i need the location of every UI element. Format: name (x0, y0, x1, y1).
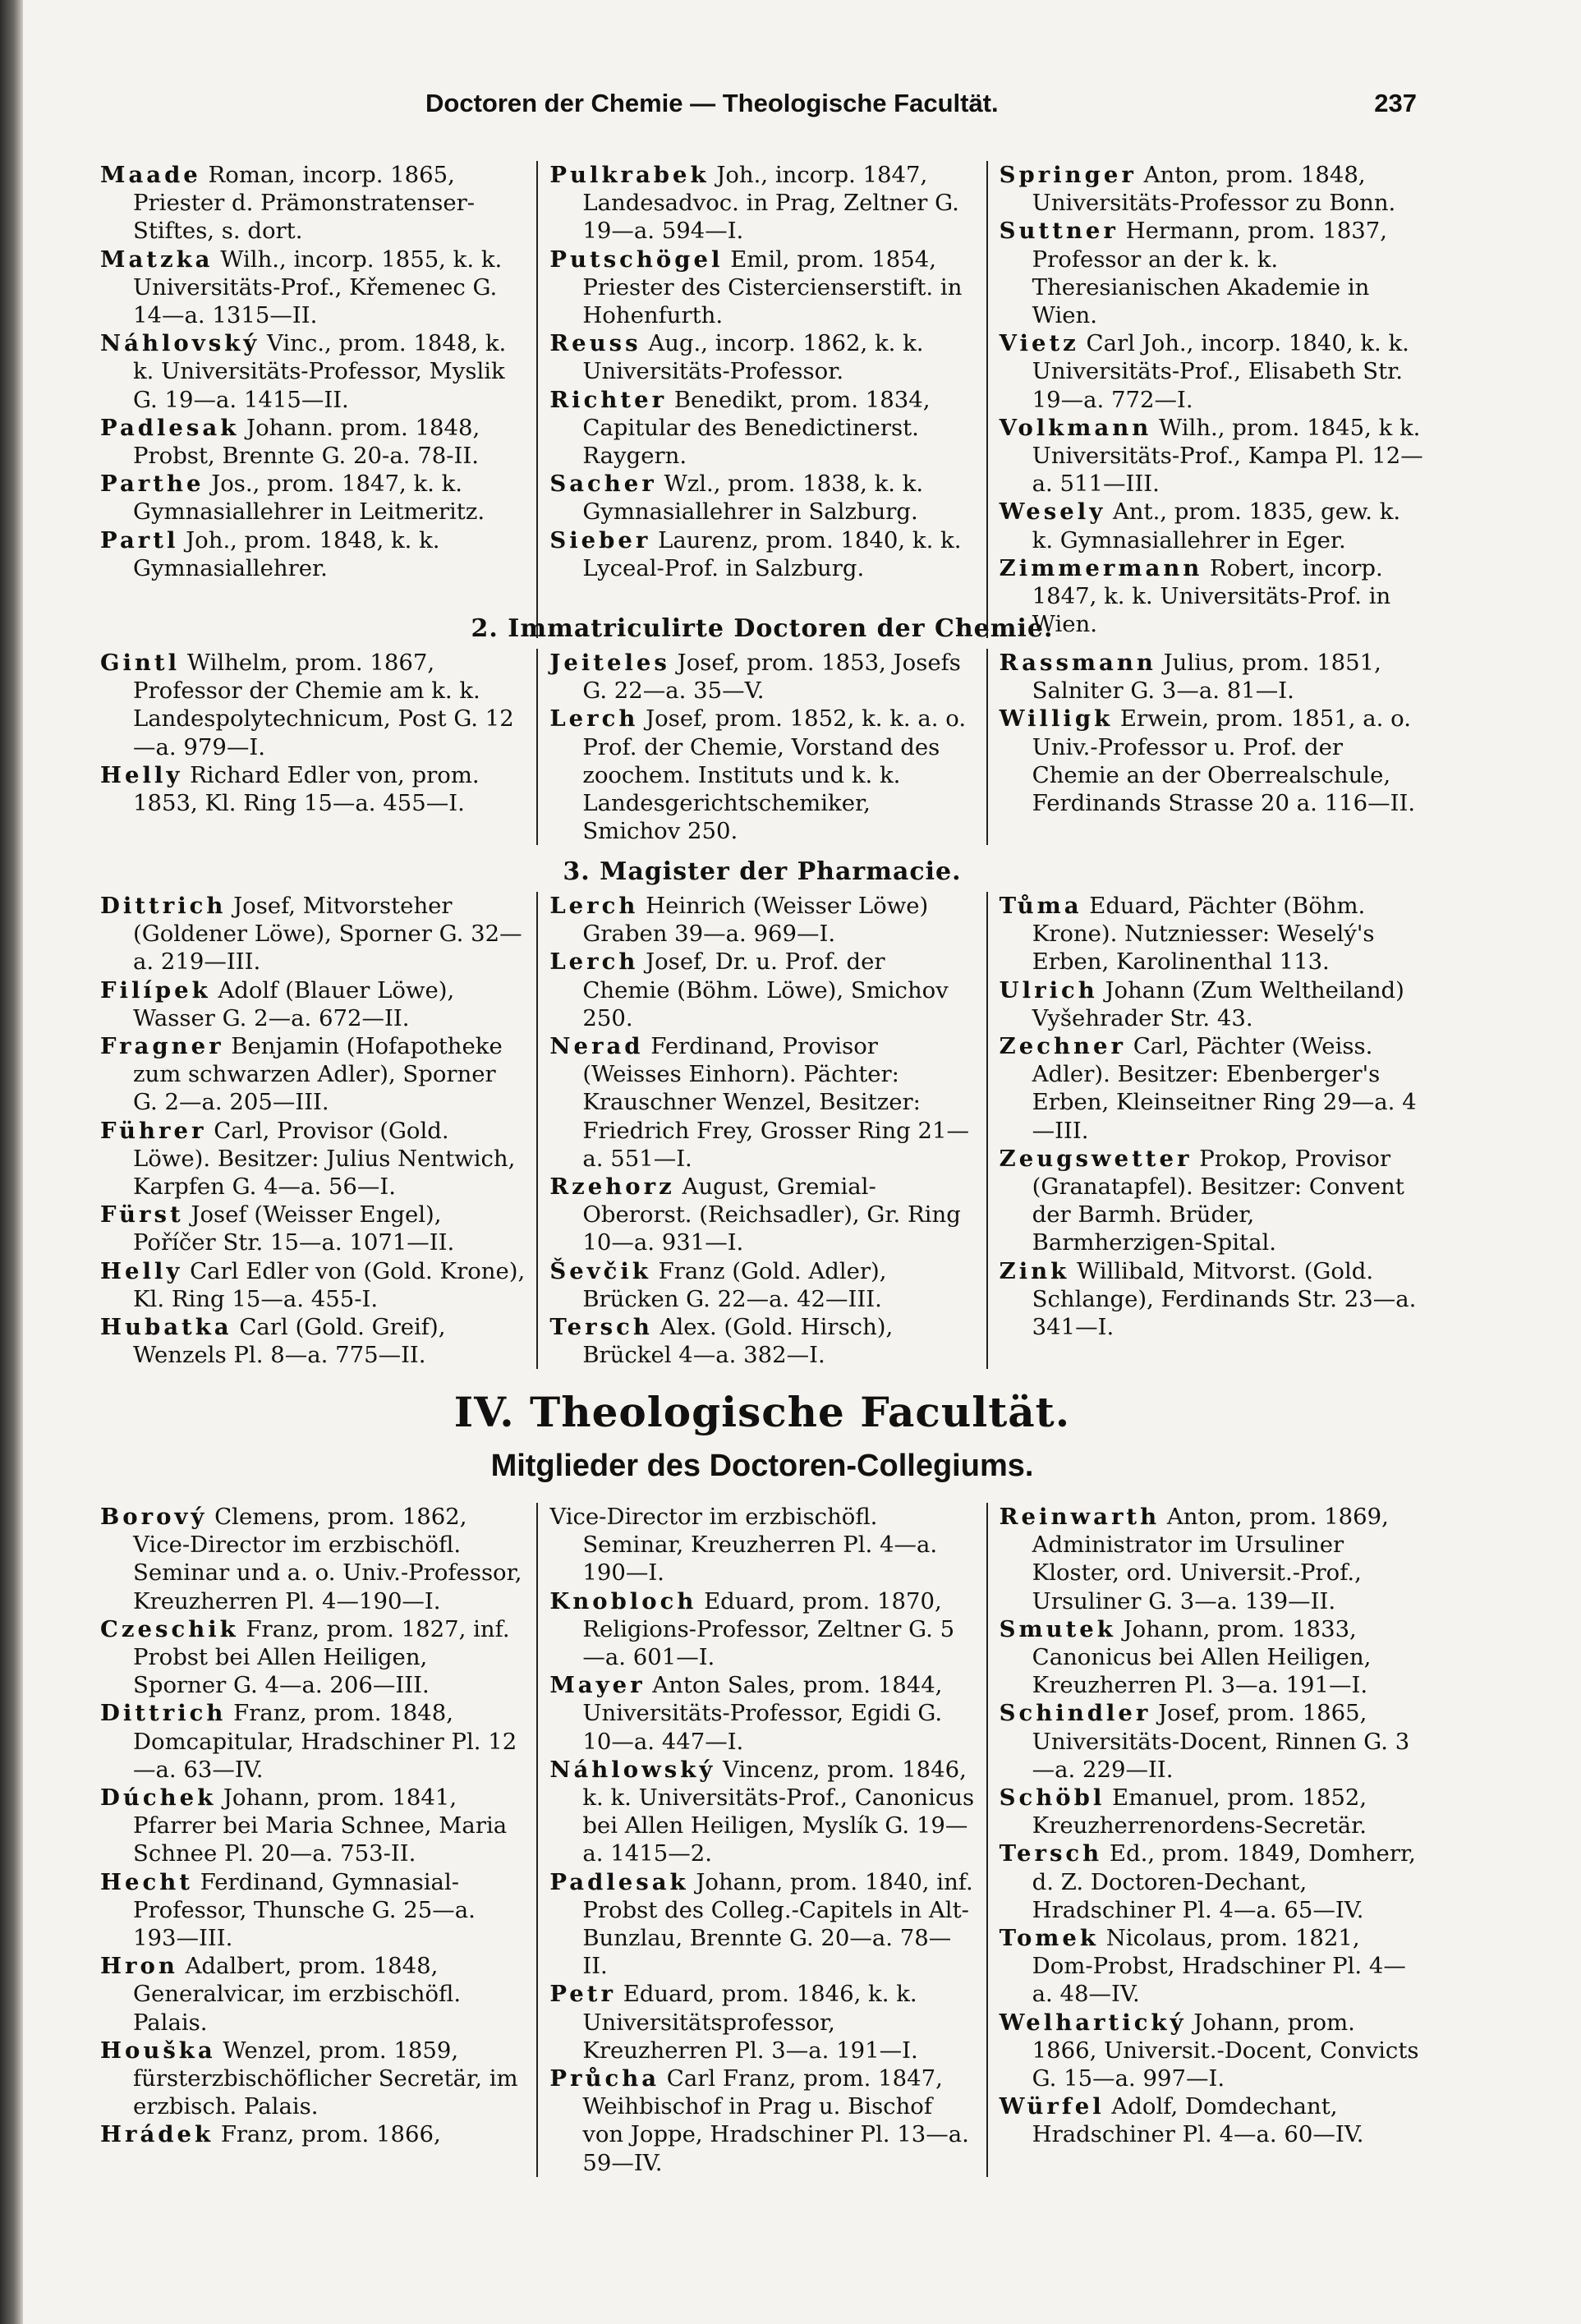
book-page (23, 0, 1581, 2324)
entry-details: Josef, prom. 1853, Josefs G. 22—a. 35—V. (582, 650, 961, 705)
entry-details: Franz, prom. 1827, inf. Probst bei Allen Heiligen, Sporner G. 4—a. 206—III. (133, 1615, 510, 1699)
chemistry-doctors-section (89, 161, 1436, 638)
entry-details: Anton Sales, prom. 1844, Universitäts-Professor, Egidi G. 10—a. 447—I. (582, 1672, 943, 1755)
entry-details: Wzl., prom. 1838, k. k. Gymnasiallehrer in Salzburg. (582, 471, 924, 526)
directory-entry (100, 892, 525, 976)
entry-details: Carl Franz, prom. 1847, Weihbischof in Prag u. Bischof von Joppe, Hradschiner Pl. 13—a. 59—IV. (582, 2065, 969, 2176)
entry-surname: Zeugswetter (999, 1145, 1193, 1172)
directory-entry (100, 1868, 525, 1953)
entry-surname: Fürst (100, 1201, 184, 1229)
directory-entry (100, 649, 525, 761)
faculty-heading: IV. Theologische Facultät. (453, 1388, 1071, 1436)
entry-details: Anton, prom. 1848, Universitäts-Professor zu Bonn. (1032, 162, 1396, 217)
entry-details: Robert, incorp. 1847, k. k. Universitäts-Prof. in Wien. (1032, 554, 1391, 638)
directory-entry (100, 1503, 525, 1615)
directory-entry (1000, 217, 1424, 329)
immatriculated-section (89, 649, 1436, 845)
entry-details: Johann, prom. 1841, Pfarrer bei Maria Schnee, Maria Schnee Pl. 20—a. 753-II. (133, 1784, 508, 1867)
directory-entry (549, 526, 974, 582)
entry-details: Josef (Weisser Engel), Poříčer Str. 15—a. 1071—II. (133, 1201, 455, 1256)
entry-details: Vincenz, prom. 1846, k. k. Universitäts-Prof., Canonicus bei Allen Heiligen, Myslík G. 19—a. 1415—2. (582, 1756, 975, 1867)
directory-entry (100, 414, 525, 470)
entry-details: Eduard, prom. 1870, Religions-Professor, Zeltner G. 5—a. 601—I. (582, 1587, 955, 1671)
directory-entry (100, 1201, 525, 1256)
column-right (986, 892, 1436, 1369)
directory-entry (549, 1032, 974, 1173)
entry-surname: Vietz (999, 330, 1079, 357)
entry-details: Johann. prom. 1848, Probst, Brennte G. 20-a. 78-II. (133, 414, 480, 470)
directory-entry (100, 1313, 525, 1369)
pharmacy-section (89, 892, 1436, 1369)
entry-surname: Gintl (100, 650, 181, 676)
entry-surname: Wesely (999, 498, 1106, 526)
entry-details: Joh., prom. 1848, k. k. Gymnasiallehrer. (133, 526, 440, 581)
entry-details: Carl, Provisor (Gold. Löwe). Besitzer: Julius Nentwich, Karpfen G. 4—a. 56—I. (133, 1117, 516, 1201)
entry-details: Emanuel, prom. 1852, Kreuzherrenordens-Secretär. (1032, 1784, 1367, 1839)
column-middle (536, 892, 986, 1369)
directory-entry (549, 1313, 974, 1369)
page-number: 237 (1374, 89, 1417, 117)
column-left (89, 1503, 536, 2177)
entry-surname: Putschögel (549, 246, 724, 273)
entry-details: Eduard, prom. 1846, k. k. Universitätsprofessor, Kreuzherren Pl. 3—a. 191—I. (582, 1981, 918, 2064)
entry-surname: Tomek (999, 1925, 1099, 1952)
entry-surname: Reinwarth (999, 1504, 1160, 1530)
directory-entry (549, 948, 974, 1032)
entry-details: Josef, Dr. u. Prof. der Chemie (Böhm. Löwe), Smichov 250. (582, 948, 949, 1031)
entry-details: Julius, prom. 1851, Salniter G. 3—a. 81—I. (1032, 650, 1381, 705)
entry-surname: Dúchek (100, 1784, 217, 1812)
entry-details: Johann, prom. 1866, Universit.-Docent, Convicts G. 15—a. 997—I. (1032, 2009, 1419, 2092)
entry-surname: Parthe (100, 471, 205, 498)
directory-entry (100, 2120, 525, 2148)
directory-entry (549, 1671, 974, 1756)
directory-entry (1000, 414, 1424, 498)
entry-details: Johann, prom. 1840, inf. Probst des Colleg.-Capitels in Alt-Bunzlau, Brennte G. 20—a. 78—II. (582, 1868, 973, 1980)
entry-surname: Schindler (999, 1700, 1151, 1727)
entry-surname: Helly (100, 761, 183, 788)
directory-entry (549, 705, 974, 845)
directory-entry (1000, 705, 1424, 817)
entry-details: Franz, prom. 1866, (214, 2121, 441, 2148)
entry-details: Carl, Pächter (Weiss. Adler). Besitzer: Ebenberger's Erben, Kleinseitner Ring 29—a. 4—III. (1032, 1033, 1417, 1144)
directory-entry (549, 1587, 974, 1672)
entry-details: Ferdinand, Gymnasial-Professor, Thunsche G. 25—a. 193—III. (133, 1868, 476, 1952)
entry-details: Richard Edler von, prom. 1853, Kl. Ring 15—a. 455—I. (133, 761, 480, 817)
directory-entry (100, 976, 525, 1032)
entry-surname: Nerad (549, 1033, 644, 1060)
entry-surname: Richter (549, 386, 668, 413)
directory-entry (1000, 498, 1424, 553)
entry-surname: Náhlovský (100, 330, 260, 357)
directory-entry (549, 329, 974, 385)
entry-details: Wilhelm, prom. 1867, Professor der Chemie am k. k. Landespolytechnicum, Post G. 12—a. 979—I. (133, 650, 514, 760)
directory-entry (549, 1257, 974, 1313)
column-middle (536, 161, 986, 638)
directory-entry (549, 246, 974, 330)
directory-entry (549, 892, 974, 948)
entry-surname: Hron (100, 1953, 178, 1980)
book-spine-shadow (0, 0, 23, 2324)
entry-surname: Lerch (549, 893, 639, 919)
entry-surname: Zink (999, 1257, 1070, 1284)
entry-details: Adalbert, prom. 1848, Generalvicar, im erzbischöfl. Palais. (133, 1953, 462, 2036)
entry-surname: Sieber (549, 526, 651, 553)
entry-details: Nicolaus, prom. 1821, Dom-Probst, Hradschiner Pl. 4—a. 48—IV. (1032, 1925, 1406, 2008)
entry-surname: Suttner (999, 218, 1119, 245)
entry-details: Carl Edler von (Gold. Krone), Kl. Ring 15—a. 455-I. (133, 1257, 526, 1312)
directory-entry (1000, 161, 1424, 217)
entry-surname: Borový (100, 1504, 208, 1530)
entry-surname: Matzka (100, 246, 214, 273)
entry-surname: Willigk (999, 705, 1114, 733)
directory-entry (100, 1257, 525, 1313)
entry-details: Carl Joh., incorp. 1840, k. k. Universitäts-Prof., Elisabeth Str. 19—a. 772—I. (1032, 330, 1409, 413)
entry-details: Prokop, Provisor (Granatapfel). Besitzer: Convent der Barmh. Brüder, Barmherzigen-Spital. (1032, 1145, 1404, 1256)
entry-surname: Maade (100, 162, 201, 188)
directory-entry (549, 470, 974, 526)
entry-details: Alex. (Gold. Hirsch), Brückel 4—a. 382—I. (582, 1314, 894, 1369)
column-left (89, 161, 536, 638)
entry-details: Anton, prom. 1869, Administrator im Ursuliner Kloster, ord. Universit.-Prof., Ursuliner G. 3—a. 139—II. (1032, 1504, 1389, 1614)
directory-entry (549, 1173, 974, 1257)
entry-surname: Lerch (549, 948, 639, 976)
entry-surname: Zimmermann (999, 554, 1203, 581)
directory-entry (100, 329, 525, 414)
entry-surname: Průcha (549, 2065, 660, 2092)
entry-details: Ed., prom. 1849, Domherr, d. Z. Doctoren-Dechant, Hradschiner Pl. 4—a. 65—IV. (1032, 1840, 1416, 1923)
entry-details: Heinrich (Weisser Löwe) Graben 39—a. 969—I. (582, 893, 929, 948)
entry-details: Josef, prom. 1852, k. k. a. o. Prof. der Chemie, Vorstand des zoochem. Instituts und k. k. Landesgerichtschemiker, Smichov 250. (582, 705, 967, 845)
entry-surname: Partl (100, 526, 179, 553)
entry-surname: Helly (100, 1257, 183, 1284)
entry-surname: Jeiteles (549, 650, 670, 676)
entry-details: Benjamin (Hofapotheke zum schwarzen Adler), Sporner G. 2—a. 205—III. (133, 1033, 503, 1116)
directory-entry (1000, 2009, 1424, 2093)
directory-entry (100, 470, 525, 526)
entry-details: Roman, incorp. 1865, Priester d. Prämonstratenser-Stiftes, s. dort. (133, 162, 476, 245)
entry-details: Adolf, Domdechant, Hradschiner Pl. 4—a. 60—IV. (1032, 2093, 1364, 2148)
directory-entry (100, 246, 525, 330)
column-left (89, 892, 536, 1369)
entry-details: Hermann, prom. 1837, Professor an der k. k. Theresianischen Akademie in Wien. (1032, 218, 1388, 329)
directory-entry (1000, 1503, 1424, 1615)
directory-entry (1000, 1032, 1424, 1145)
directory-entry (1000, 976, 1424, 1032)
directory-entry (100, 526, 525, 582)
directory-entry (1000, 1924, 1424, 2009)
entry-surname: Rassmann (999, 650, 1156, 676)
entry-details: Wilh., prom. 1845, k k. Universitäts-Prof., Kampa Pl. 12—a. 511—III. (1032, 414, 1423, 498)
entry-surname: Welhartický (999, 2009, 1187, 2036)
entry-details: August, Gremial-Oberorst. (Reichsadler), Gr. Ring 10—a. 931—I. (582, 1173, 961, 1256)
entry-details: Josef, prom. 1865, Universitäts-Docent, Rinnen G. 3—a. 229—II. (1032, 1700, 1410, 1783)
directory-entry (549, 1980, 974, 2065)
entry-details: Wenzel, prom. 1859, fürsterzbischöflicher Secretär, im erzbisch. Palais. (133, 2037, 518, 2120)
entry-surname: Mayer (549, 1672, 646, 1699)
theology-section (89, 1503, 1436, 2177)
directory-entry (100, 2037, 525, 2121)
entry-details: Willibald, Mitvorst. (Gold. Schlange), Ferdinands Str. 23—a. 341—I. (1032, 1257, 1417, 1341)
entry-details: Franz, prom. 1848, Domcapitular, Hradschiner Pl. 12—a. 63—IV. (133, 1700, 517, 1783)
directory-entry (100, 1117, 525, 1201)
entry-surname: Sacher (549, 471, 657, 498)
column-middle (536, 1503, 986, 2177)
entry-surname: Reuss (549, 330, 641, 357)
directory-entry (1000, 1257, 1424, 1342)
college-heading: Mitglieder des Doctoren-Collegiums. (490, 1449, 1034, 1483)
entry-surname: Tersch (999, 1840, 1103, 1867)
entry-details: Ferdinand, Provisor (Weisses Einhorn). Pächter: Krauschner Wenzel, Besitzer: Friedrich Frey, Grosser Ring 21—a. 551—I. (582, 1033, 969, 1172)
directory-entry (100, 761, 525, 817)
entry-surname: Ševčik (549, 1257, 651, 1284)
entry-surname: Schöbl (999, 1784, 1105, 1812)
entry-details: Laurenz, prom. 1840, k. k. Lyceal-Prof. in Salzburg. (582, 526, 962, 581)
entry-details: Johann, prom. 1833, Canonicus bei Allen Heiligen, Kreuzherren Pl. 3—a. 191—I. (1032, 1615, 1372, 1699)
entry-details: Wilh., incorp. 1855, k. k. Universitäts-Prof., Křemenec G. 14—a. 1315—II. (133, 246, 503, 329)
directory-entry (1000, 892, 1424, 976)
entry-surname: Würfel (999, 2093, 1105, 2120)
entry-surname: Zechner (999, 1033, 1126, 1060)
entry-surname: Volkmann (999, 414, 1152, 441)
directory-entry (1000, 1839, 1424, 1924)
directory-entry (1000, 2092, 1424, 2148)
directory-entry (549, 1756, 974, 1868)
entry-surname: Dittrich (100, 1700, 227, 1727)
entry-surname: Padlesak (100, 414, 240, 441)
directory-entry (549, 1503, 974, 1587)
directory-entry (1000, 1615, 1424, 1700)
running-head (23, 89, 1581, 130)
directory-entry (549, 2065, 974, 2177)
column-right (986, 161, 1436, 638)
entry-details: Benedikt, prom. 1834, Capitular des Benedictinerst. Raygern. (582, 386, 931, 470)
entry-surname: Houška (100, 2037, 216, 2064)
entry-surname: Lerch (549, 705, 639, 733)
entry-surname: Dittrich (100, 893, 227, 919)
entry-details: Joh., incorp. 1847, Landesadvoc. in Prag, Zeltner G. 19—a. 594—I. (582, 162, 959, 245)
entry-surname: Czeschik (100, 1615, 239, 1642)
immatriculated-heading: 2. Immatriculirte Doctoren der Chemie. (471, 614, 1054, 643)
entry-details: Clemens, prom. 1862, Vice-Director im erzbischöfl. Seminar und a. o. Univ.-Professor, Kreuzherren Pl. 4—190—I. (133, 1504, 522, 1614)
directory-entry (1000, 649, 1424, 705)
directory-entry (100, 1615, 525, 1700)
column-middle (536, 649, 986, 845)
entry-surname: Führer (100, 1117, 207, 1144)
entry-details: Franz (Gold. Adler), Brücken G. 22—a. 42—III. (582, 1257, 887, 1312)
entry-details: Erwein, prom. 1851, a. o. Univ.-Professor u. Prof. der Chemie an der Oberrealschule, Ferdinands Strasse 20 a. 116—II. (1032, 705, 1416, 817)
entry-details: Aug., incorp. 1862, k. k. Universitäts-Professor. (582, 330, 924, 385)
directory-entry (549, 386, 974, 471)
entry-surname: Hubatka (100, 1314, 232, 1341)
entry-surname: Petr (549, 1981, 616, 2008)
entry-surname: Filípek (100, 976, 211, 1004)
directory-entry (1000, 329, 1424, 414)
directory-entry (100, 1952, 525, 2037)
directory-entry (100, 161, 525, 246)
directory-entry (100, 1699, 525, 1784)
entry-details: Vinc., prom. 1848, k. k. Universitäts-Professor, Myslik G. 19—a. 1415—II. (133, 330, 507, 413)
directory-entry (1000, 1699, 1424, 1784)
entry-surname: Hrádek (100, 2121, 214, 2148)
entry-surname: Pulkrabek (549, 162, 710, 188)
entry-details: Jos., prom. 1847, k. k. Gymnasiallehrer in Leitmeritz. (133, 471, 485, 526)
directory-entry (549, 1868, 974, 1981)
directory-entry (1000, 1145, 1424, 1257)
directory-entry (1000, 1784, 1424, 1839)
entry-surname: Smutek (999, 1615, 1116, 1642)
entry-surname: Springer (999, 162, 1137, 188)
directory-entry (549, 161, 974, 246)
pharmacy-heading: 3. Magister der Pharmacie. (563, 857, 962, 886)
entry-details: Eduard, Pächter (Böhm. Krone). Nutzniesser: Weselý's Erben, Karolinenthal 113. (1032, 893, 1375, 976)
entry-surname: Knobloch (549, 1587, 697, 1614)
entry-details: Emil, prom. 1854, Priester des Cistercienserstift. in Hohenfurth. (582, 246, 963, 329)
entry-surname: Tersch (549, 1314, 653, 1341)
running-title: Doctoren der Chemie — Theologische Facultät. (425, 89, 999, 117)
entry-details: Vice-Director im erzbischöfl. Seminar, Kreuzherren Pl. 4—a. 190—I. (549, 1504, 938, 1587)
entry-surname: Padlesak (549, 1868, 689, 1895)
entry-surname: Ulrich (999, 976, 1098, 1004)
directory-entry (100, 1784, 525, 1868)
entry-details: Ant., prom. 1835, gew. k. k. Gymnasiallehrer in Eger. (1032, 498, 1401, 553)
entry-details: Johann (Zum Weltheiland) Vyšehrader Str. 43. (1032, 976, 1404, 1031)
directory-entry (549, 649, 974, 705)
entry-surname: Tůma (999, 893, 1082, 919)
entry-surname: Náhlowský (549, 1756, 716, 1783)
column-right (986, 1503, 1436, 2177)
entry-surname: Rzehorz (549, 1173, 675, 1201)
entry-details: Josef, Mitvorsteher (Goldener Löwe), Sporner G. 32—a. 219—III. (133, 893, 522, 976)
entry-details: Carl (Gold. Greif), Wenzels Pl. 8—a. 775—II. (133, 1314, 446, 1369)
column-right (986, 649, 1436, 845)
directory-entry (100, 1032, 525, 1117)
column-left (89, 649, 536, 845)
entry-details: Adolf (Blauer Löwe), Wasser G. 2—a. 672—II. (133, 976, 455, 1031)
entry-surname: Hecht (100, 1868, 193, 1895)
entry-surname: Fragner (100, 1033, 224, 1060)
